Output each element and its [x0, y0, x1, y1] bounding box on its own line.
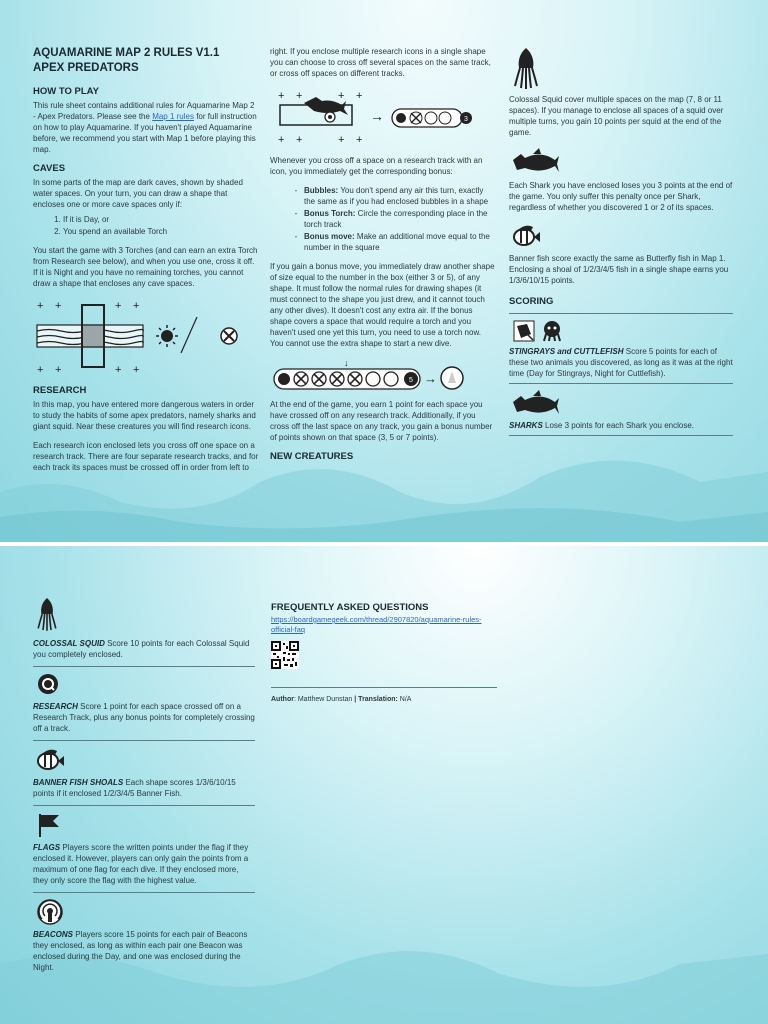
svg-text:+: +	[115, 364, 122, 376]
banner-fish-icon	[511, 223, 541, 249]
research-heading: RESEARCH	[33, 385, 87, 396]
svg-text:+: +	[55, 300, 62, 312]
svg-text:3: 3	[464, 116, 468, 123]
faq-link[interactable]: https://boardgamegeek.com/thread/2907820/aquamarine-rules-official-faq	[271, 615, 482, 634]
squid-icon	[511, 46, 541, 90]
new-creatures-heading: NEW CREATURES	[270, 451, 354, 462]
flags-score: FLAGS Players score the written points under the flag if they enclosed it. However, players can only gain the points from a maximum of one flag for each dive. If they enclosed more, they only score the flag with the highest value.	[33, 843, 249, 885]
svg-text:+: +	[356, 90, 363, 102]
shark-icon	[511, 148, 561, 176]
caves-heading: CAVES	[33, 163, 66, 174]
column-3	[509, 46, 733, 442]
svg-text:+: +	[37, 300, 44, 312]
caves-conditions	[33, 214, 259, 237]
stingray-icon	[513, 320, 535, 342]
banner-fish-text: Banner fish score exactly the same as Butterfly fish in Map 1. Enclosing a shoal of 1/2/3/4/5 fish in a single shape earns you 1/3/6/10/15 points.	[509, 254, 729, 285]
colossal-squid-score: COLOSSAL SQUID Score 10 points for each Colossal Squid you completely enclosed.	[33, 639, 250, 659]
research-p3: right. If you enclose multiple research icons in a single shape you can choose to cross off several spaces on the same track, or cross off spaces on different tracks.	[270, 47, 491, 78]
research-p5: If you gain a bonus move, you immediately draw another shape of size equal to the number in the box (either 3 or 5), of any shape. It must follow the normal rules for drawing shapes (it must connect to the shape you just drew, and it cannot touch any other dives). It doesn't cost any extra air. If the bonus shape covers a space that would require a torch and you haven't used one yet this turn, you need to use a torch now. You cannot use the extra shape to start a new dive.	[270, 262, 495, 348]
research-icon	[37, 673, 59, 695]
column-2	[270, 46, 496, 465]
banner-fish-icon	[35, 747, 65, 773]
rules-page-2	[0, 546, 768, 1024]
svg-text:+: +	[115, 300, 122, 312]
svg-text:↓: ↓	[344, 358, 349, 368]
shark-icon	[511, 390, 561, 418]
svg-text:→: →	[370, 108, 384, 124]
svg-text:+: +	[296, 134, 303, 146]
page-subtitle: APEX PREDATORS	[33, 62, 139, 74]
svg-text:+: +	[55, 364, 62, 376]
faq-column	[271, 602, 497, 705]
research-icon	[325, 112, 335, 122]
how-to-play-heading: HOW TO PLAY	[33, 86, 99, 97]
moon-icon	[198, 329, 213, 345]
squid-icon	[35, 594, 59, 634]
list-item: - Bonus move: Make an additional move equal to the number in the square	[304, 231, 496, 253]
divider	[33, 740, 255, 741]
how-to-play-text: This rule sheet contains additional rules for Aquamarine Map 2 - Apex Predators. Please see the Map 1 rules for full instruction on how to play Aquamarine. If you haven't played Aquamarine before, we recommend you start with Map 1 before playing this map.	[33, 101, 257, 154]
divider	[509, 435, 733, 436]
list-item: 2. You spend an available Torch	[63, 226, 259, 237]
shark-text: Each Shark you have enclosed loses you 3 points at the end of the game. You only suffer this penalty once per Shark, regardless of whether you discovered 1 or 2 of its spaces.	[509, 181, 733, 212]
research-diagram	[270, 85, 490, 147]
beacons-score: BEACONS Players score 15 points for each pair of Beacons they enclosed, as long as within each pair one Beacon was enclosed during the Day, and one was enclosed during the Night.	[33, 930, 248, 972]
divider	[271, 687, 497, 688]
research-p2: Each research icon enclosed lets you cross off one space on a research track. There are four separate research tracks, and for each track its spaces must be crossed off in order from left to	[33, 441, 259, 472]
svg-text:+: +	[338, 134, 345, 146]
research-p4: Whenever you cross off a space on a research track with an icon, you immediately get the corresponding bonus:	[270, 156, 483, 176]
divider	[509, 313, 733, 314]
research-p1: In this map, you have entered more dangerous waters in order to study the habits of some apex predators, namely sharks and giant squid. Near these creatures you will find research icons.	[33, 400, 256, 431]
torch-icon	[221, 328, 237, 344]
svg-text:5: 5	[409, 377, 413, 384]
svg-text:+: +	[278, 90, 285, 102]
research-p6: At the end of the game, you earn 1 point for each space you have crossed off on any research track. Additionally, if you cross off the last space on any track, you gain a bonus number of points shown on that space (3, 5 or 7 points).	[270, 400, 493, 442]
divider	[509, 383, 733, 384]
list-item: - Bubbles: You don't spend any air this turn, exactly the same as if you had enclosed bubbles in a shape	[304, 185, 496, 207]
scoring-icons	[513, 320, 733, 342]
caves-intro: In some parts of the map are dark caves, shown by shaded water spaces. On your turn, you can draw a shape that encloses one or more cave spaces only if:	[33, 178, 243, 209]
column-1	[33, 46, 259, 481]
cuttlefish-icon	[541, 320, 563, 342]
research-score: RESEARCH Score 1 point for each space crossed off on a Research Track, plus any bonus points for completely crossing off a track.	[33, 702, 255, 733]
svg-text:+: +	[37, 364, 44, 376]
credits: Author: Matthew Dunstan | Translation: N/A	[271, 696, 412, 703]
caves-body: You start the game with 3 Torches (and can earn an extra Torch from Research see below), and when you use one, cross it off. If it is Night and you have no remaining torches, you cannot draw a shape that encloses any cave spaces.	[33, 246, 258, 288]
scoring-heading: SCORING	[509, 296, 554, 307]
research-track-diagram	[270, 357, 490, 393]
map-1-rules-link[interactable]: Map 1 rules	[152, 112, 194, 121]
squid-text: Colossal Squid cover multiple spaces on the map (7, 8 or 11 spaces). If you manage to enclose all spaces of a squid over multiple turns, you gain 10 points per squid at the end of the game.	[509, 95, 724, 137]
list-item: 1. If it is Day, or	[63, 214, 259, 225]
sharks-score: SHARKS Lose 3 points for each Shark you enclose.	[509, 421, 694, 430]
svg-text:+: +	[278, 134, 285, 146]
faq-heading: FREQUENTLY ASKED QUESTIONS	[271, 602, 429, 613]
divider	[33, 805, 255, 806]
svg-text:+: +	[133, 364, 140, 376]
svg-text:→: →	[424, 371, 437, 386]
svg-text:+: +	[356, 134, 363, 146]
cave-diagram	[29, 297, 249, 377]
svg-text:+: +	[133, 300, 140, 312]
banner-fish-score: BANNER FISH SHOALS Each shape scores 1/3/6/10/15 points if it enclosed 1/2/3/4/5 Banner Fish.	[33, 778, 236, 798]
list-item: - Bonus Torch: Circle the corresponding place in the torch track	[304, 208, 496, 230]
sun-icon	[156, 325, 178, 347]
beacon-icon	[37, 899, 63, 925]
svg-text:+: +	[338, 90, 345, 102]
divider	[33, 666, 255, 667]
svg-text:+: +	[296, 90, 303, 102]
bonus-list	[270, 185, 496, 253]
qr-code[interactable]	[271, 641, 299, 669]
divider	[33, 892, 255, 893]
flag-icon	[37, 812, 61, 838]
page-title: AQUAMARINE MAP 2 RULES V1.1	[33, 47, 220, 59]
scoring-column	[33, 594, 255, 981]
stingrays-score: STINGRAYS and CUTTLEFISH Score 5 points for each of these two animals you discovered, as long as it was at the right time (Day for Stingrays, Night for Cuttlefish).	[509, 347, 733, 378]
